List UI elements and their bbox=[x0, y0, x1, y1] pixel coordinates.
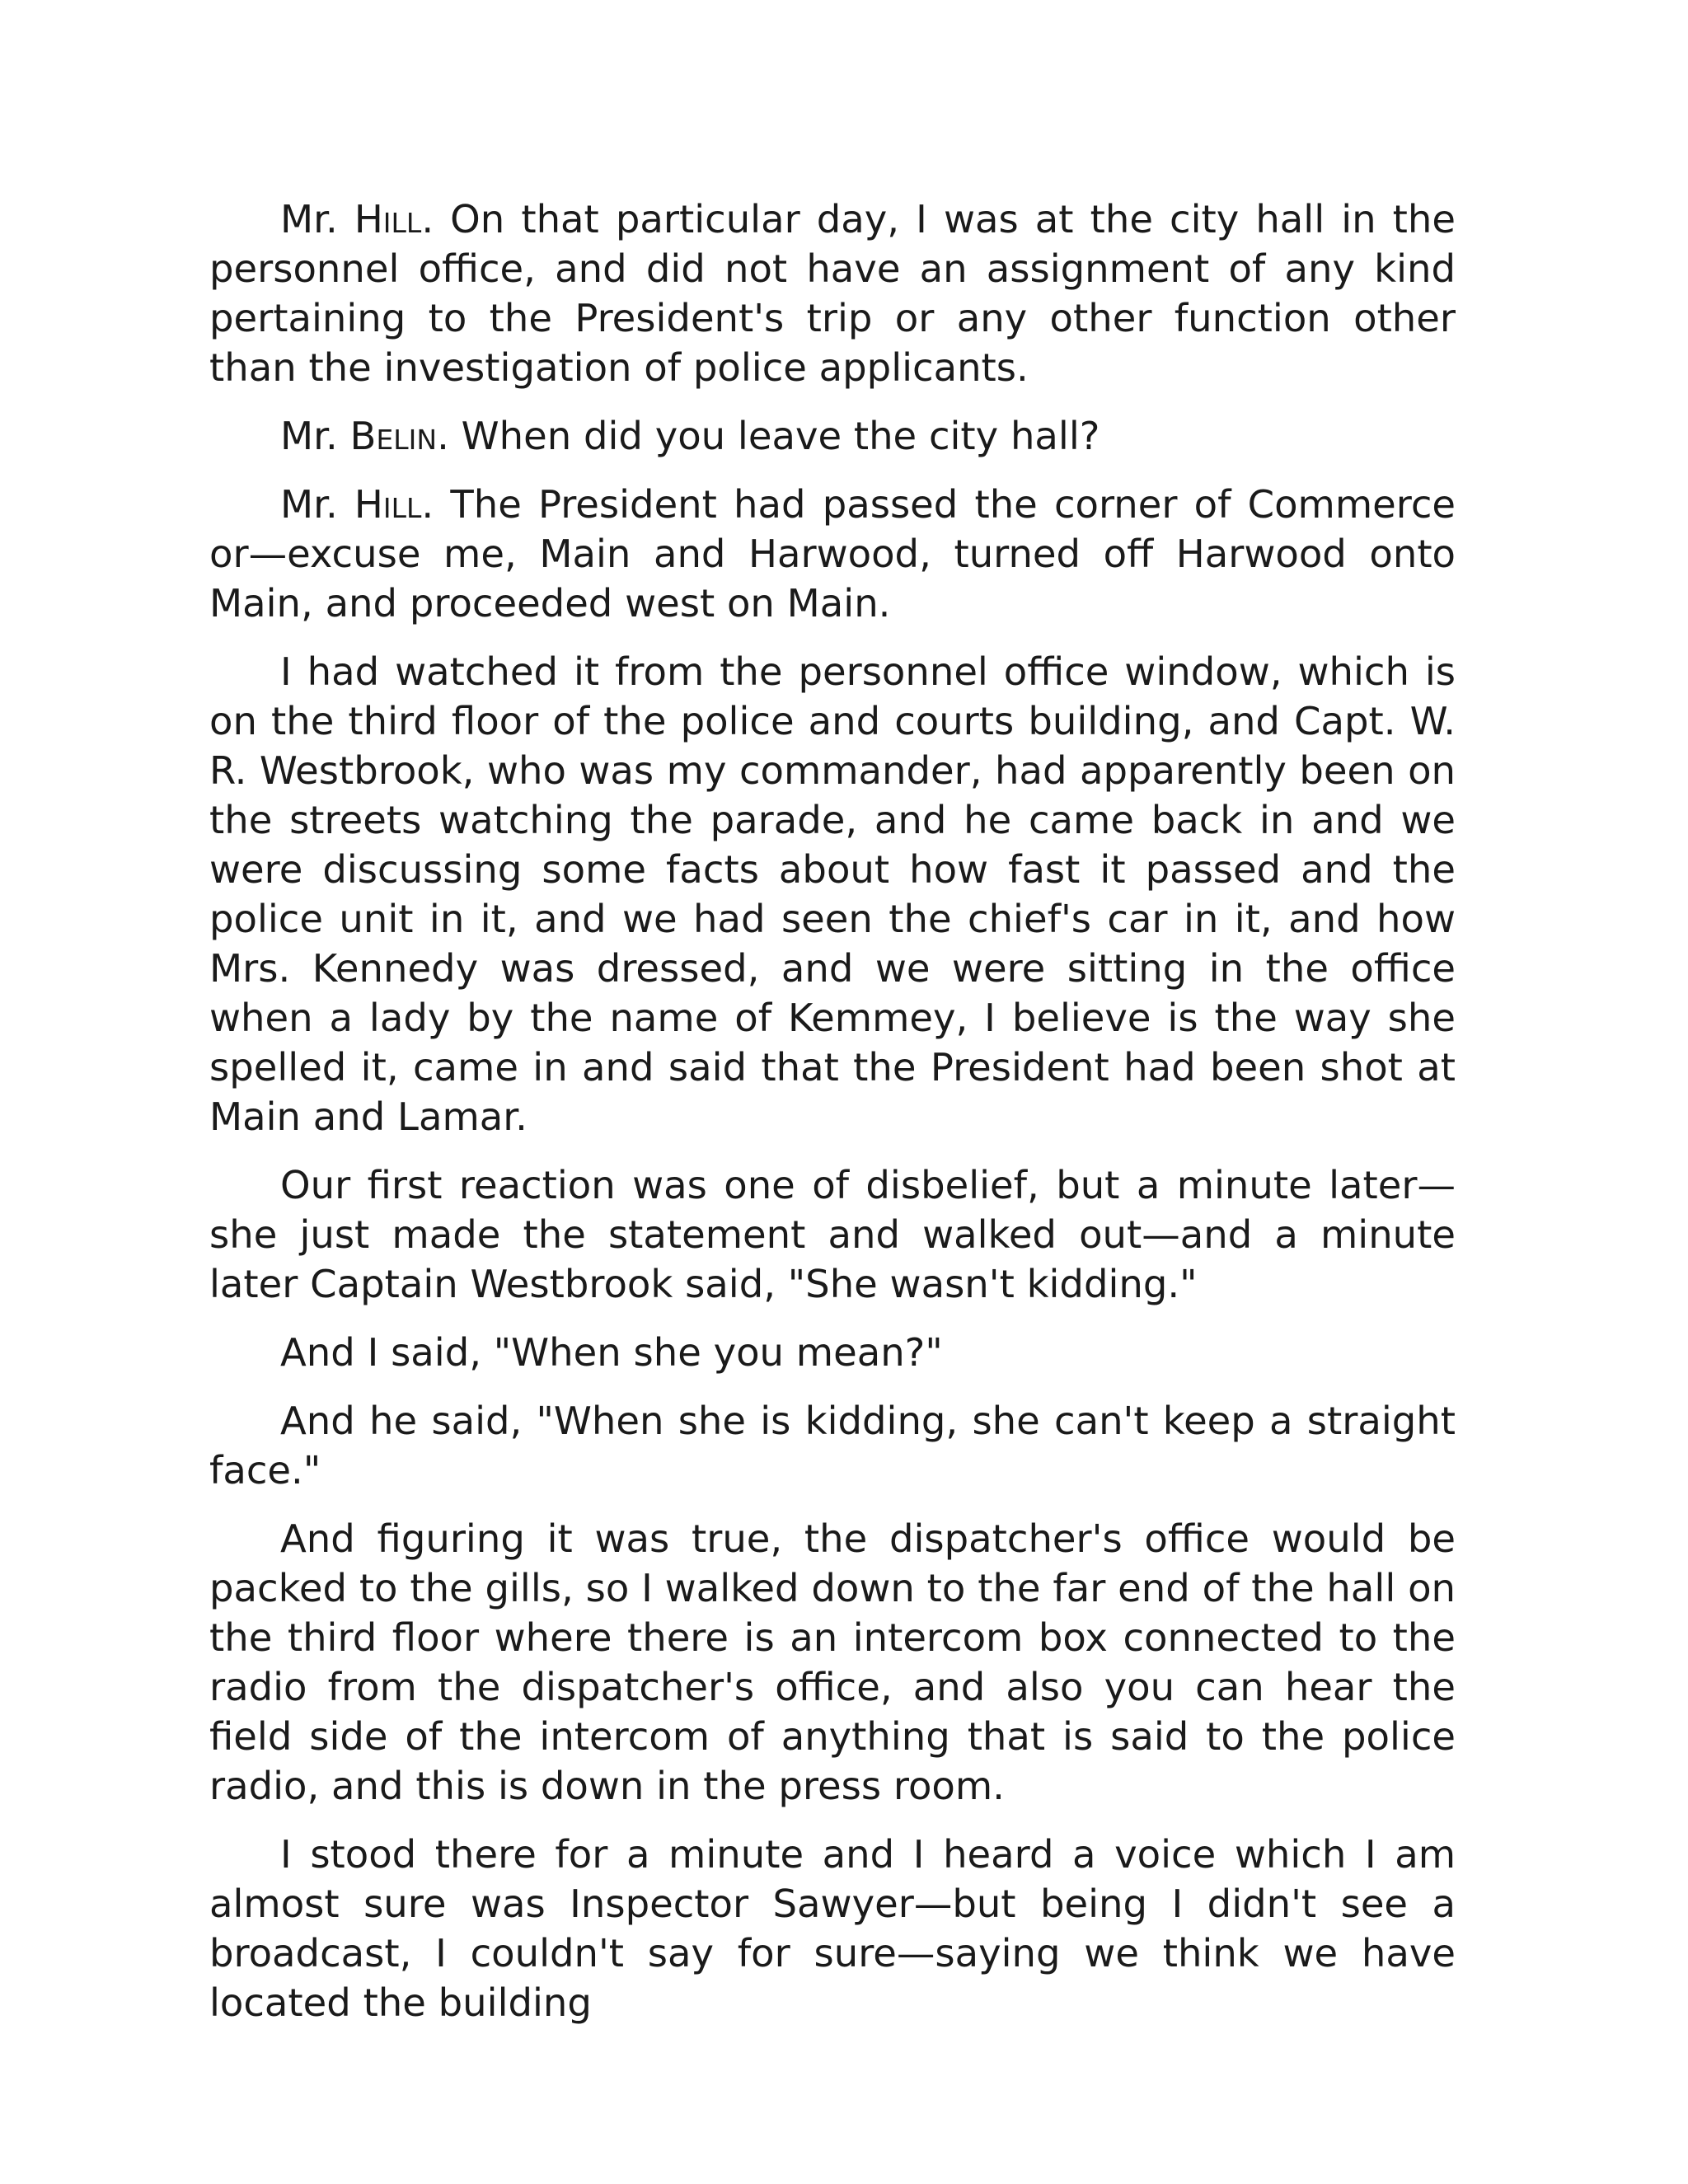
paragraph-text: And I said, "When she you mean?" bbox=[280, 1330, 943, 1375]
speaker-prefix: Mr. bbox=[280, 482, 354, 527]
document-page bbox=[209, 194, 1456, 2046]
testimony-paragraph bbox=[209, 411, 1456, 461]
testimony-paragraph bbox=[209, 1160, 1456, 1309]
speaker-prefix: Mr. bbox=[280, 414, 350, 458]
paragraph-text: Our first reaction was one of disbelief, but a minute later—she just made the statement and walked out—and a minute later Captain Westbrook said, "She wasn't kidding." bbox=[209, 1163, 1456, 1306]
speaker-name: Hill bbox=[354, 482, 422, 527]
speaker-name: Hill bbox=[354, 197, 422, 241]
paragraph-text: And he said, "When she is kidding, she can't keep a straight face." bbox=[209, 1399, 1456, 1493]
paragraph-text: . When did you leave the city hall? bbox=[437, 414, 1100, 458]
testimony-paragraph bbox=[209, 1514, 1456, 1811]
paragraph-text: . On that particular day, I was at the city hall in the personnel office, and did not have an assignment of any kind pertaining to the President's trip or any other function other than the investigation of police applicants. bbox=[209, 197, 1456, 390]
testimony-paragraph bbox=[209, 480, 1456, 628]
paragraph-text: I stood there for a minute and I heard a voice which I am almost sure was Inspector Sawyer—but being I didn't see a broadcast, I couldn't say for sure—saying we think we have located the building bbox=[209, 1832, 1456, 2025]
testimony-paragraph bbox=[209, 647, 1456, 1141]
paragraph-text: And figuring it was true, the dispatcher's office would be packed to the gills, so I walked down to the far end of the hall on the third floor where there is an intercom box connected to the radio from the dispatcher's office, and also you can hear the field side of the intercom of anything that is said to the police radio, and this is down in the press room. bbox=[209, 1516, 1456, 1808]
testimony-paragraph bbox=[209, 1396, 1456, 1495]
testimony-paragraph bbox=[209, 194, 1456, 392]
speaker-prefix: Mr. bbox=[280, 197, 354, 241]
speaker-name: Belin bbox=[349, 414, 438, 458]
testimony-paragraph bbox=[209, 1328, 1456, 1377]
paragraph-text: I had watched it from the personnel office window, which is on the third floor of the police and courts building, and Capt. W. R. Westbrook, who was my commander, had apparently been on the streets watching the parade, and he came back in and we were discussing some facts about how fast it passed and the police unit in it, and we had seen the chief's car in it, and how Mrs. Kennedy was dressed, and we were sitting in the office when a lady by the name of Kemmey, I believe is the way she spelled it, came in and said that the President had been shot at Main and Lamar. bbox=[209, 649, 1456, 1139]
paragraph-text: . The President had passed the corner of Commerce or—excuse me, Main and Harwood, turned off Harwood onto Main, and proceeded west on Main. bbox=[209, 482, 1456, 626]
testimony-paragraph bbox=[209, 1830, 1456, 2027]
